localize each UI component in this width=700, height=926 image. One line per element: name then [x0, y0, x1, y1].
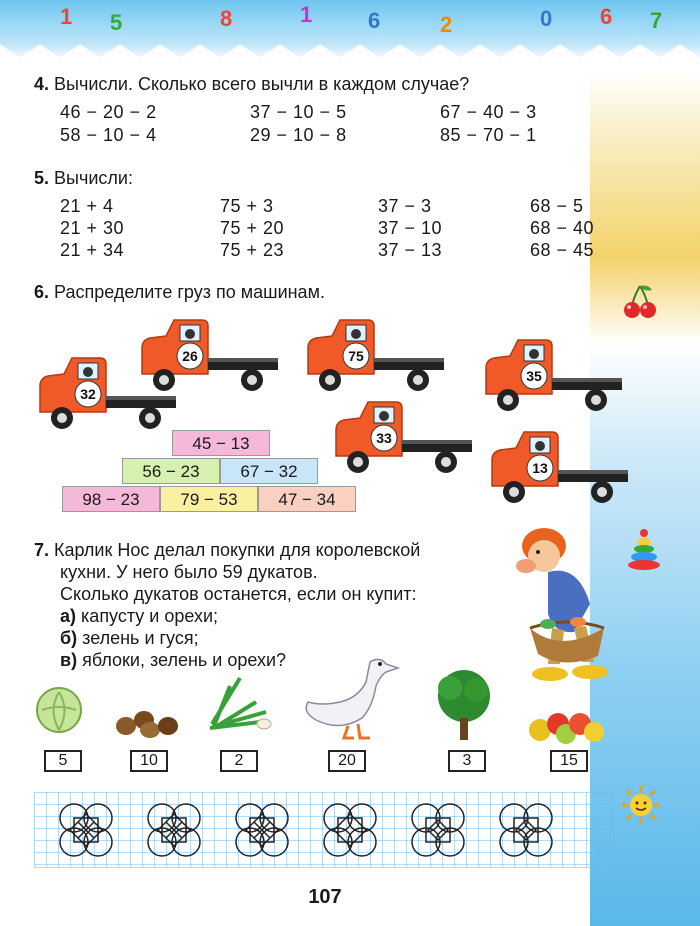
- page-number: 107: [308, 886, 342, 908]
- cargo-block: 79 − 53: [160, 486, 258, 512]
- expression: 68 − 40: [530, 218, 595, 238]
- number-decoration: 2: [440, 12, 453, 37]
- truck-number: 75: [348, 348, 364, 364]
- task-4-title: 4. Вычисли. Сколько всего вычли в каждом случае?: [34, 74, 470, 94]
- truck: [300, 314, 450, 394]
- top-decorative-banner: [0, 0, 700, 62]
- cargo-block: 56 − 23: [122, 458, 220, 484]
- expression: 21 + 34: [60, 240, 125, 260]
- task-7-option-a: а) капусту и орехи;: [60, 606, 219, 626]
- pyramid-toy-icon: [624, 528, 664, 572]
- green-onion-icon: [200, 672, 274, 738]
- cabbage-icon: [34, 684, 84, 736]
- number-decoration: 0: [540, 6, 553, 31]
- sun-icon: [620, 784, 662, 826]
- number-decoration: 8: [220, 6, 233, 31]
- task-7-line-1: 7. Карлик Нос делал покупки для королевской: [34, 540, 421, 560]
- truck: [486, 426, 632, 506]
- cargo-block: 98 − 23: [62, 486, 160, 512]
- number-decoration: 6: [368, 8, 381, 33]
- truck: [478, 334, 628, 414]
- task-7-option-c: в) яблоки, зелень и орехи?: [60, 650, 287, 670]
- dwarf-nose-character: [508, 524, 618, 692]
- expression: 75 + 23: [220, 240, 285, 260]
- cargo-block: 67 − 32: [220, 458, 318, 484]
- expression: 21 + 4: [60, 196, 114, 216]
- cherries-icon: [620, 282, 660, 322]
- expression: 37 − 10 − 5: [250, 102, 347, 122]
- expression: 68 − 5: [530, 196, 584, 216]
- expression: 58 − 10 − 4: [60, 125, 157, 145]
- truck: [328, 396, 478, 476]
- truck-number: 13: [532, 460, 548, 476]
- apples-icon: [526, 700, 606, 744]
- task-7-line-3: Сколько дукатов останется, если он купит:: [60, 584, 417, 604]
- number-decoration: 6: [600, 4, 613, 29]
- truck-number: 26: [182, 348, 198, 364]
- number-decoration: 1: [60, 4, 73, 29]
- nuts-icon: [114, 708, 182, 738]
- price-box: 2: [220, 750, 258, 772]
- goose-icon: [300, 652, 404, 742]
- expression: 75 + 20: [220, 218, 285, 238]
- price-box: 20: [328, 750, 366, 772]
- greens-bush-icon: [428, 666, 500, 742]
- expression: 21 + 30: [60, 218, 125, 238]
- task-7-option-b: б) зелень и гуся;: [60, 628, 199, 648]
- price-box: 10: [130, 750, 168, 772]
- expression: 75 + 3: [220, 196, 274, 216]
- truck-number: 35: [526, 368, 542, 384]
- expression: 37 − 3: [378, 196, 432, 216]
- price-box: 15: [550, 750, 588, 772]
- expression: 85 − 70 − 1: [440, 125, 537, 145]
- expression: 29 − 10 − 8: [250, 125, 347, 145]
- cargo-block: 47 − 34: [258, 486, 356, 512]
- number-decoration: 7: [650, 8, 663, 33]
- price-box: 3: [448, 750, 486, 772]
- task-6-title: 6. Распределите груз по машинам.: [34, 282, 325, 302]
- number-decoration: 5: [110, 10, 123, 35]
- number-decoration: 1: [300, 2, 313, 27]
- grid-pattern-exercise: [34, 792, 614, 868]
- expression: 67 − 40 − 3: [440, 102, 537, 122]
- expression: 46 − 20 − 2: [60, 102, 157, 122]
- task-5-title: 5. Вычисли:: [34, 168, 133, 188]
- expression: 37 − 13: [378, 240, 443, 260]
- cargo-block: 45 − 13: [172, 430, 270, 456]
- zigzag-border: [0, 38, 700, 62]
- truck-number: 33: [376, 430, 392, 446]
- expression: 68 − 45: [530, 240, 595, 260]
- price-box: 5: [44, 750, 82, 772]
- task-7-line-2: кухни. У него было 59 дукатов.: [60, 562, 318, 582]
- truck-number: 32: [80, 386, 96, 402]
- expression: 37 − 10: [378, 218, 443, 238]
- truck: [134, 314, 284, 394]
